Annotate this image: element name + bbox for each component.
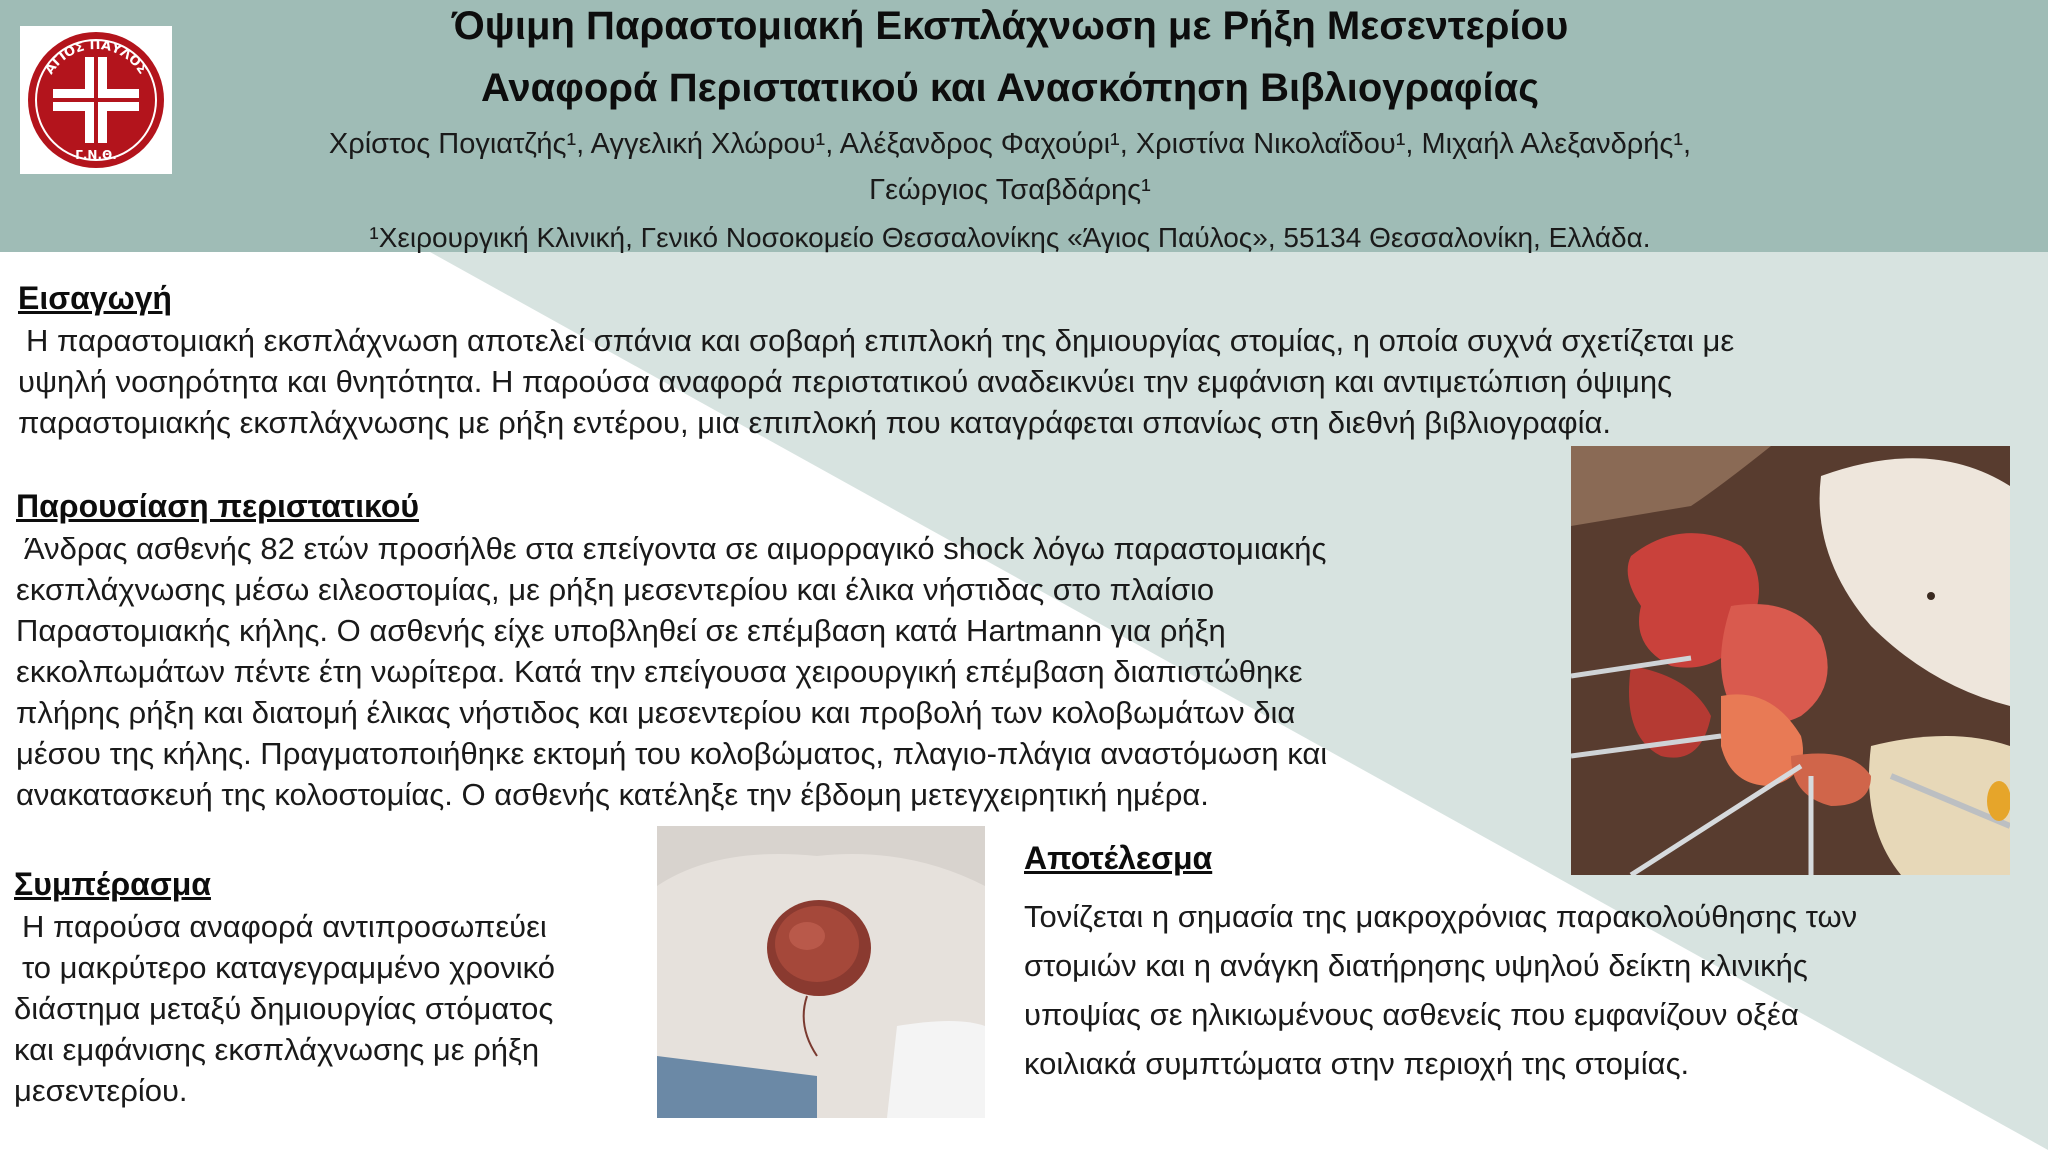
authors-line-1: Χρίστος Πογιατζής¹, Αγγελική Χλώρου¹, Αλέξανδρος Φαχούρι¹, Χριστίνα Νικολαΐδου¹, Μιχαήλ Αλεξανδρής¹, bbox=[328, 128, 1692, 160]
conclusion-line: διάστημα μεταξύ δημιουργίας στόματος bbox=[14, 991, 554, 1026]
case-line: ανακατασκευή της κολοστομίας. Ο ασθενής κατέληξε την έβδομη μετεγχειρητική ημέρα. bbox=[16, 777, 1209, 812]
case-line: εκσπλάχνωσης μέσω ειλεοστομίας, με ρήξη μεσεντερίου και έλικα νήστιδας στο πλαίσιο bbox=[16, 572, 1215, 607]
result-paragraph bbox=[1024, 892, 2024, 1088]
intro-paragraph bbox=[18, 320, 2028, 443]
case-line: Άνδρας ασθενής 82 ετών προσήλθε στα επείγοντα σε αιμορραγικό shock λόγω παραστομιακής bbox=[24, 531, 1327, 566]
poster-title-line-2: Αναφορά Περιστατικού και Ανασκόπηση Βιβλιογραφίας bbox=[480, 66, 1539, 110]
logo-bottom-text: Γ.Ν.Θ. bbox=[75, 148, 117, 162]
intro-line: παραστομιακής εκσπλάχνωσης με ρήξη εντέρου, μια επιπλοκή που καταγράφεται σπανίως στη διεθνή βιβλιογραφία. bbox=[18, 405, 1612, 440]
intro-line: υψηλή νοσηρότητα και θνητότητα. Η παρούσα αναφορά περιστατικού αναδεικνύει την εμφάνιση και αντιμετώπιση όψιμης bbox=[18, 364, 1673, 399]
conclusion-line: μεσεντερίου. bbox=[14, 1073, 188, 1108]
case-heading: Παρουσίαση περιστατικού bbox=[16, 488, 419, 524]
conclusion-line: και εμφάνισης εκσπλάχνωσης με ρήξη bbox=[14, 1032, 540, 1067]
conclusion-line: Η παρούσα αναφορά αντιπροσωπεύει bbox=[22, 909, 547, 944]
conclusion-line: το μακρύτερο καταγεγραμμένο χρονικό bbox=[22, 950, 556, 985]
stoma-photo bbox=[657, 826, 985, 1118]
case-line: εκκολπωμάτων πέντε έτη νωρίτερα. Κατά την επείγουσα χειρουργική επέμβαση διαπιστώθηκε bbox=[16, 654, 1303, 689]
authors-line-2: Γεώργιος Τσαβδάρης¹ bbox=[869, 174, 1151, 206]
case-line: μέσου της κήλης. Πραγματοποιήθηκε εκτομή του κολοβώματος, πλαγιο-πλάγια αναστόμωση και bbox=[16, 736, 1328, 771]
result-heading: Αποτέλεσμα bbox=[1024, 840, 1213, 876]
conclusion-paragraph bbox=[14, 906, 654, 1111]
case-line: Παραστομιακής κήλης. Ο ασθενής είχε υποβληθεί σε επέμβαση κατά Hartmann για ρήξη bbox=[16, 613, 1226, 648]
result-line: κοιλιακά συμπτώματα στην περιοχή της στομίας. bbox=[1024, 1046, 1690, 1081]
affiliation: ¹Χειρουργική Κλινική, Γενικό Νοσοκομείο Θεσσαλονίκης «Άγιος Παύλος», 55134 Θεσσαλονίκη, Ελλάδα. bbox=[369, 222, 1651, 253]
intro-heading: Εισαγωγή bbox=[18, 280, 172, 316]
poster-title-line-1: Όψιμη Παραστομιακή Εκσπλάχνωση με Ρήξη Μεσεντερίου bbox=[451, 4, 1569, 48]
result-line: στομιών και η ανάγκη διατήρησης υψηλού δείκτη κλινικής bbox=[1024, 948, 1808, 983]
result-line: υποψίας σε ηλικιωμένους ασθενείς που εμφανίζουν οξέα bbox=[1024, 997, 1799, 1032]
intraoperative-photo bbox=[1571, 446, 2010, 875]
hospital-logo bbox=[20, 26, 172, 174]
logo-top-text: ΑΓΙΟΣ ΠΑΥΛΟΣ bbox=[42, 37, 150, 78]
case-line: πλήρης ρήξη και διατομή έλικας νήστιδος και μεσεντερίου και προβολή των κολοβωμάτων δια bbox=[16, 695, 1296, 730]
result-line: Τονίζεται η σημασία της μακροχρόνιας παρακολούθησης των bbox=[1024, 899, 1858, 934]
intro-line: Η παραστομιακή εκσπλάχνωση αποτελεί σπάνια και σοβαρή επιπλοκή της δημιουργίας στομίας, η οποία συχνά σχετίζεται με bbox=[26, 323, 1735, 358]
conclusion-heading: Συμπέρασμα bbox=[14, 866, 211, 902]
case-paragraph bbox=[16, 528, 1556, 815]
